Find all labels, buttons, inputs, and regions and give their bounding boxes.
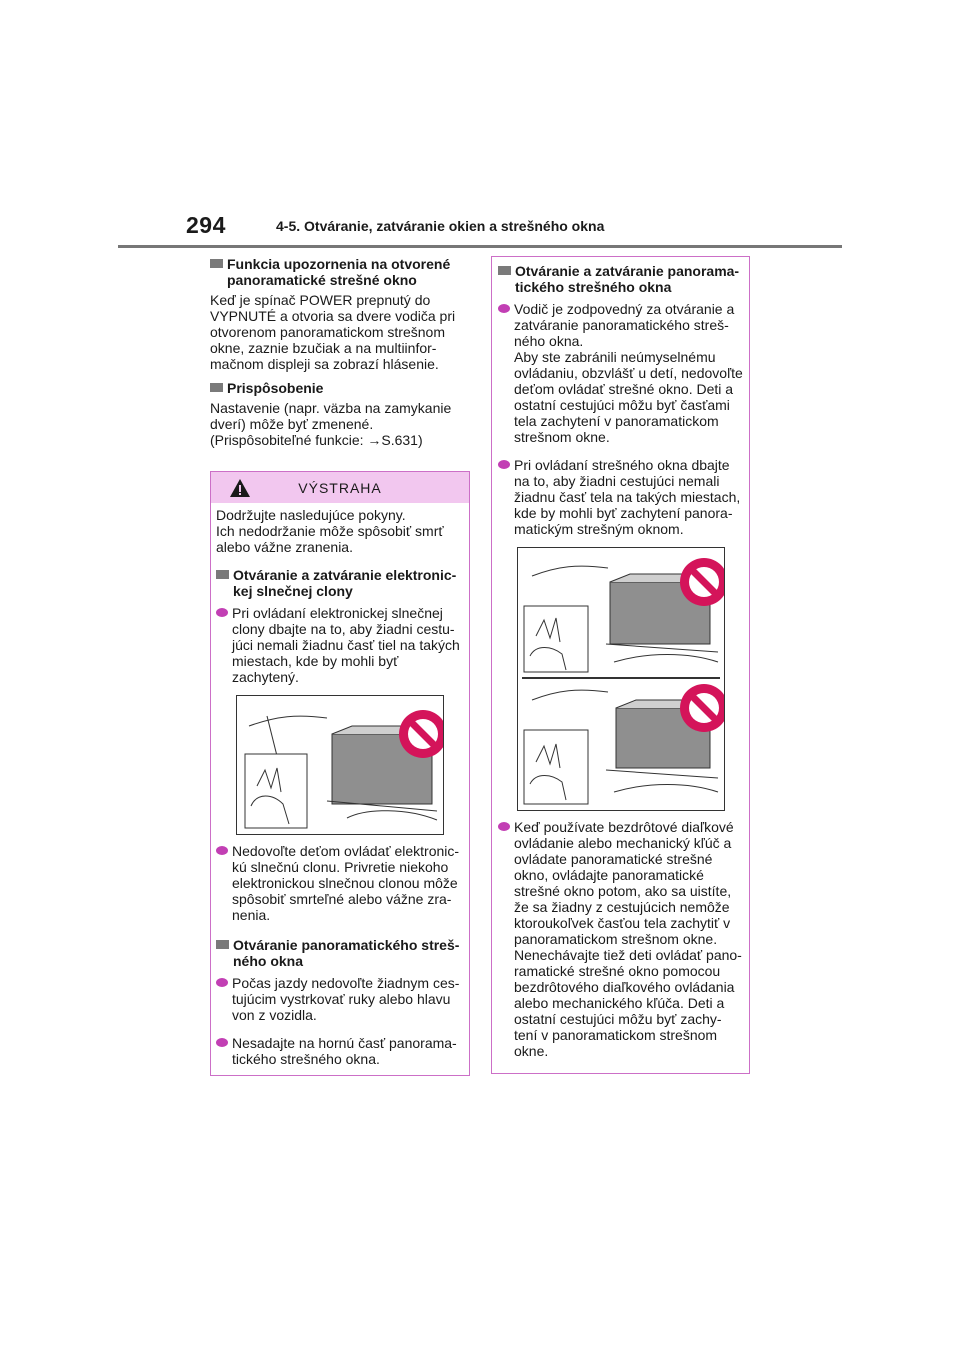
paragraph: Ich nedodržanie môže spôsobiť smrť alebo vážne zranenia.	[216, 523, 444, 555]
section-heading: Otváranie a zatváranie panorama- tického strešného okna	[498, 263, 743, 295]
round-bullet-icon	[498, 304, 510, 313]
chapter-title: 4-5. Otváranie, zatváranie okien a strešného okna	[276, 218, 605, 234]
warning-continuation-box	[491, 256, 750, 1074]
list-item: Nesadajte na hornú časť panorama- tického strešného okna.	[216, 1035, 464, 1067]
list-item: Nedovoľte deťom ovládať elektronic- kú slnečnú clonu. Privretie niekoho elektronickou slnečnou clonou môže spôsobiť smrteľné alebo vážne zra- nenia.	[216, 843, 464, 923]
paragraph: Dodržujte nasledujúce pokyny.	[216, 507, 406, 523]
list-item: Pri ovládaní strešného okna dbajte na to, aby žiadni cestujúci nemali žiadnu časť tela na takých miestach, kde by mohli byť zachytení panora- matickým strešným oknom.	[498, 457, 743, 537]
square-bullet-icon	[216, 570, 229, 579]
round-bullet-icon	[216, 978, 228, 987]
warning-header	[211, 472, 469, 503]
round-bullet-icon	[216, 1038, 228, 1047]
list-item: Počas jazdy nedovoľte žiadnym ces- tujúcim vystrkovať ruky alebo hlavu von z vozidla.	[216, 975, 464, 1023]
square-bullet-icon	[210, 383, 223, 392]
paragraph: (Prispôsobiteľné funkcie: →S.631)	[210, 432, 423, 448]
header-divider	[118, 245, 842, 248]
paragraph: Nastavenie (napr. väzba na zamykanie dverí) môže byť zmenené.	[210, 400, 452, 432]
paragraph: Keď je spínač POWER prepnutý do VYPNUTÉ a otvoria sa dvere vodiča pri otvorenom panoramatickom strešnom okne, zaznie bzučiak a na multiinfor- mačnom displeji sa zobrazí hlásenie.	[210, 292, 456, 372]
left-column	[210, 256, 470, 1076]
section-heading: Funkcia upozornenia na otvorené panoramatické strešné okno	[210, 256, 470, 288]
list-item: Pri ovládaní elektronickej slnečnej clony dbajte na to, aby žiadni cestu- júci nemali žiadnu časť tiel na takých miestach, kde by mohli byť zachytený.	[216, 605, 464, 685]
section-heading: Otváranie panoramatického streš- ného okna	[216, 937, 464, 969]
warning-label: VÝSTRAHA	[298, 479, 382, 496]
round-bullet-icon	[216, 846, 228, 855]
square-bullet-icon	[210, 259, 223, 268]
right-column	[491, 256, 750, 1074]
round-bullet-icon	[216, 608, 228, 617]
page-number: 294	[186, 212, 226, 238]
square-bullet-icon	[498, 266, 511, 275]
square-bullet-icon	[216, 940, 229, 949]
section-heading: Prispôsobenie	[210, 380, 470, 396]
list-item: Keď používate bezdrôtové diaľkové ovládanie alebo mechanický kľúč a ovládate panoramatické strešné okno, ovládajte panoramatické strešné okno potom, ako sa uistíte, že sa žiadny z cestujúcich nemôže ktoroukoľvek časťou tela zachytiť v panoramatickom strešnom okne. Nenechávajte tiež deti ovládať pano- ramatické strešné okno pomocou bezdrôtového diaľkového ovládania alebo mechanického kľúča. Deti a ostatní cestujúci môžu byť zachy- tení v panoramatickom strešnom okne.	[498, 819, 743, 1059]
warning-triangle-icon	[229, 478, 251, 498]
round-bullet-icon	[498, 460, 510, 469]
sunroof-illustration	[517, 547, 725, 811]
round-bullet-icon	[498, 822, 510, 831]
list-item: Vodič je zodpovedný za otváranie a zatváranie panoramatického streš- ného okna. Aby ste zabránili neúmyselnému ovládaniu, obzvlášť u detí, nedovoľte deťom ovládať strešné okno. Deti a ostatní cestujúci môžu byť časťami tela zachytení v panoramatickom strešnom okne.	[498, 301, 743, 445]
sunshade-illustration	[236, 695, 444, 835]
section-heading: Otváranie a zatváranie elektronic- kej slnečnej clony	[216, 567, 464, 599]
warning-box	[210, 471, 470, 1076]
